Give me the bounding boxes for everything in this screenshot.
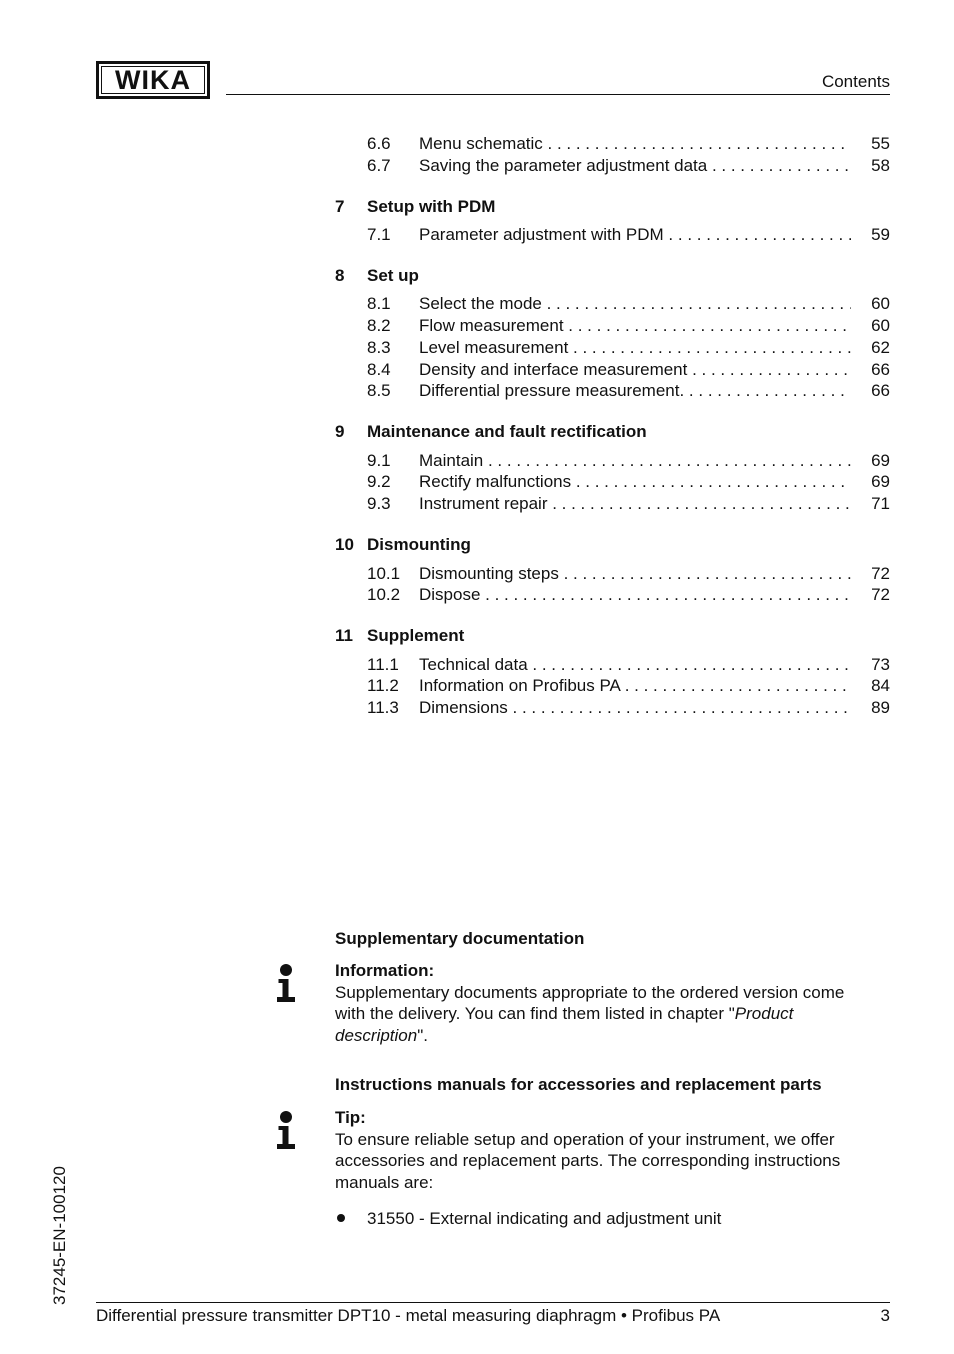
- toc-entry-page: 59: [871, 225, 890, 244]
- toc-entry-title: Information on Profibus PA . . .: [419, 676, 851, 696]
- toc-entry[interactable]: [367, 451, 890, 473]
- toc-entry[interactable]: [367, 225, 890, 247]
- toc-chapter-number: 10: [335, 535, 354, 554]
- toc-entry-page: 73: [871, 655, 890, 674]
- toc-entry-number: 9.1: [367, 451, 391, 470]
- footer-title: Differential pressure transmitter DPT10 - metal measuring diaphragm • Profibus PA: [96, 1306, 721, 1325]
- toc-entry-page: 69: [871, 472, 890, 491]
- toc-chapter-title: Supplement: [367, 626, 465, 645]
- tip-text-line: manuals are:: [335, 1172, 434, 1192]
- toc-entry[interactable]: [367, 494, 890, 516]
- tip-icon: [277, 1110, 295, 1150]
- tip-note: [335, 1107, 891, 1193]
- toc-entry-title: Density and interface measurement . . .: [419, 360, 851, 380]
- toc-entry-page: 84: [871, 676, 890, 695]
- toc-entry[interactable]: [367, 585, 890, 607]
- tip-text-line: accessories and replacement parts. The corresponding instructions: [335, 1151, 841, 1170]
- toc-chapter-number: 9: [335, 422, 345, 441]
- toc-entry-title: Instrument repair . . .: [419, 494, 851, 514]
- toc-entry-page: 58: [871, 156, 890, 175]
- toc-entry-page: 71: [871, 494, 890, 513]
- toc-entry-page: 66: [871, 360, 890, 379]
- toc-entry-title: Maintain . . .: [419, 451, 851, 471]
- toc-chapter-number: 8: [335, 266, 345, 285]
- toc-entry-number: 8.5: [367, 381, 391, 400]
- footer-rule: [96, 1302, 890, 1303]
- information-text-segment: with the delivery. You can find them listed in chapter ": [335, 1004, 735, 1023]
- toc-entry-title: Level measurement . . .: [419, 338, 851, 358]
- toc-entry-title: Select the mode . . .: [419, 294, 851, 314]
- toc-entry-number: 10.2: [367, 585, 401, 604]
- toc-chapter-title: Maintenance and fault rectification: [367, 422, 647, 441]
- information-text-line: [335, 1003, 891, 1025]
- header-rule: [226, 94, 890, 95]
- toc-entry[interactable]: [367, 316, 890, 338]
- information-icon: [277, 963, 295, 1003]
- toc-entry-title: Flow measurement . . .: [419, 316, 851, 336]
- toc-chapter-number: 7: [335, 197, 345, 216]
- information-text-line: [335, 1025, 891, 1047]
- toc-entry-title: Dimensions . . .: [419, 698, 851, 718]
- toc-entry[interactable]: [367, 655, 890, 677]
- toc-entry-number: 6.6: [367, 134, 391, 153]
- tip-label: Tip:: [335, 1108, 366, 1127]
- toc-entry-number: 8.3: [367, 338, 391, 357]
- toc-entry-page: 60: [871, 316, 890, 335]
- toc-entry[interactable]: [367, 156, 890, 178]
- toc-entry[interactable]: [367, 472, 890, 494]
- toc-entry-number: 6.7: [367, 156, 391, 175]
- chapter-reference: description: [335, 1025, 418, 1045]
- toc-entry[interactable]: [367, 294, 890, 316]
- toc-entry-number: 11.3: [367, 698, 399, 717]
- information-text-line: Supplementary documents appropriate to the ordered version come: [335, 982, 845, 1002]
- toc-entry-number: 8.4: [367, 360, 391, 379]
- toc-entry-number: 10.1: [367, 564, 401, 583]
- toc-entry[interactable]: [367, 360, 890, 382]
- logo-text: WIKA: [115, 64, 191, 95]
- toc-entry[interactable]: [367, 134, 890, 156]
- toc-entry-title: Saving the parameter adjustment data . . .: [419, 156, 851, 176]
- document-code: 37245-EN-100120: [50, 1166, 69, 1305]
- toc-entry-number: 11.2: [367, 676, 399, 695]
- toc-entry-page: 60: [871, 294, 890, 313]
- header-section-title: Contents: [821, 72, 890, 91]
- accessories-heading: Instructions manuals for accessories and replacement parts: [335, 1075, 822, 1094]
- accessory-list-item: 31550 - External indicating and adjustment unit: [367, 1209, 722, 1228]
- toc-entry[interactable]: [367, 698, 890, 720]
- toc-entry[interactable]: [367, 676, 890, 698]
- toc-entry-title: Rectify malfunctions . . .: [419, 472, 851, 492]
- toc-chapter-title: Dismounting: [367, 535, 471, 554]
- toc-entry-number: 8.1: [367, 294, 391, 313]
- toc-entry-title: Menu schematic . . .: [419, 134, 851, 154]
- toc-entry-number: 8.2: [367, 316, 391, 335]
- information-text-segment: ".: [417, 1025, 428, 1045]
- toc-entry-title: Parameter adjustment with PDM . . .: [419, 225, 851, 245]
- information-note: [335, 960, 891, 1046]
- toc-entry-title: Differential pressure measurement. . . .: [419, 381, 851, 401]
- toc-chapter-title: Setup with PDM: [367, 197, 496, 216]
- toc-entry-title: Dispose . . .: [419, 585, 851, 605]
- toc-entry-page: 72: [871, 585, 890, 604]
- toc-entry-page: 89: [871, 698, 890, 717]
- toc-entry-number: 9.3: [367, 494, 391, 513]
- toc-entry-number: 9.2: [367, 472, 391, 491]
- toc-entry[interactable]: [367, 338, 890, 360]
- wika-logo: [96, 61, 210, 99]
- toc-entry-title: Dismounting steps . . .: [419, 564, 851, 584]
- supplementary-heading: Supplementary documentation: [335, 929, 585, 948]
- toc-entry[interactable]: [367, 564, 890, 586]
- toc-entry-page: 66: [871, 381, 890, 400]
- toc-entry-number: 7.1: [367, 225, 391, 244]
- page-number: 3: [880, 1306, 890, 1325]
- toc-chapter-title: Set up: [367, 266, 419, 285]
- toc-chapter-number: 11: [335, 626, 353, 645]
- toc-entry-page: 55: [871, 134, 890, 153]
- tip-text-line: To ensure reliable setup and operation of your instrument, we offer: [335, 1129, 835, 1149]
- toc-entry-number: 11.1: [367, 655, 399, 674]
- chapter-reference: Product: [734, 1004, 794, 1023]
- information-label: Information:: [335, 961, 435, 980]
- toc-entry-page: 69: [871, 451, 890, 470]
- toc-entry-page: 62: [871, 338, 890, 357]
- bullet-icon: [337, 1214, 345, 1222]
- toc-entry[interactable]: [367, 381, 890, 403]
- toc-entry-title: Technical data . . .: [419, 655, 851, 675]
- toc-entry-page: 72: [871, 564, 890, 583]
